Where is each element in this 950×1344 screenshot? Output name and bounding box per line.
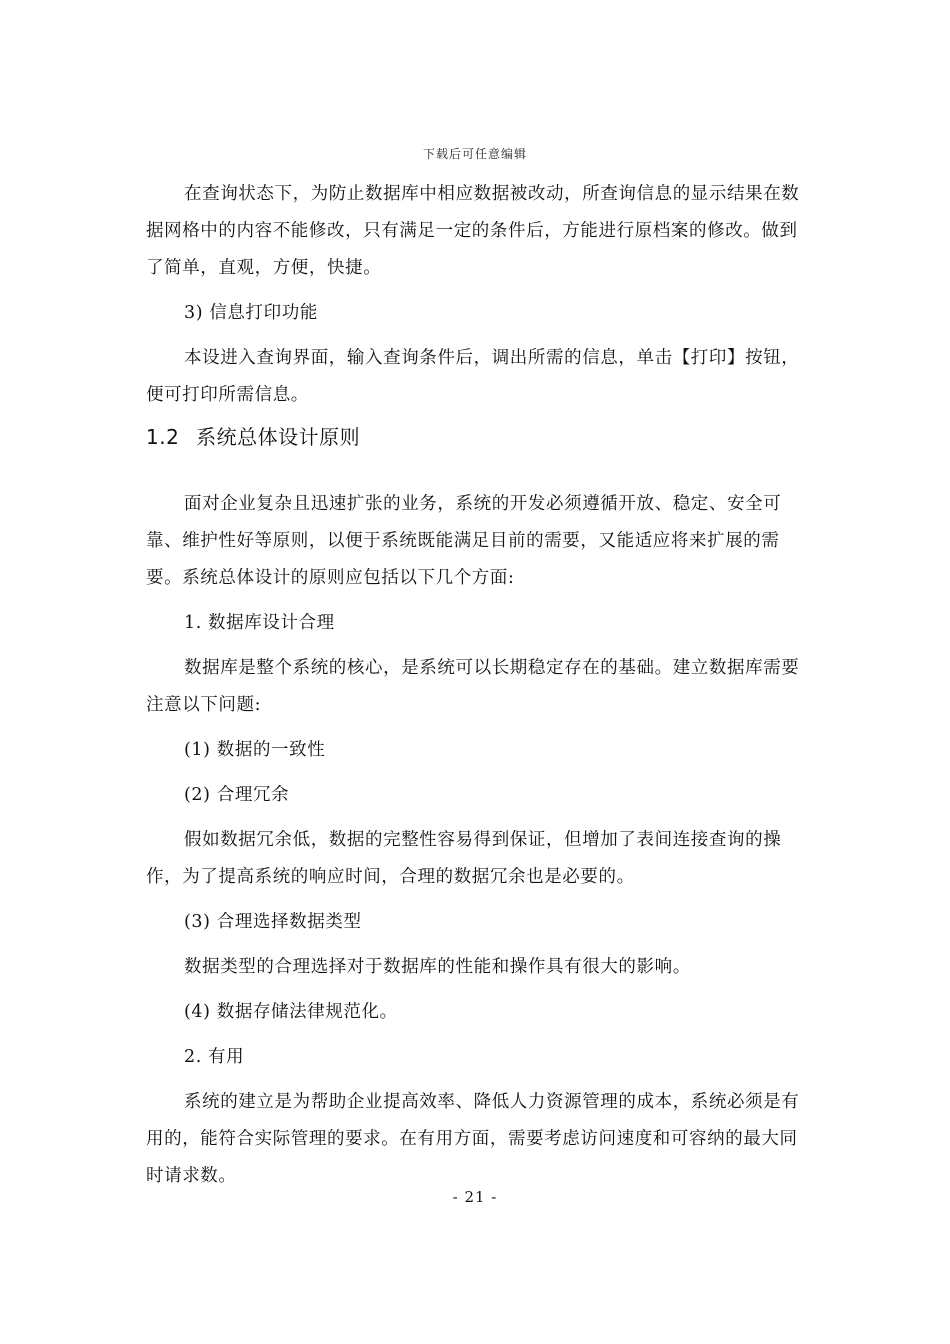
list-item-normalization: (4) 数据存储法律规范化。: [184, 1002, 398, 1022]
header-note: 下载后可任意编辑: [422, 147, 527, 161]
list-item-data-types: (3) 合理选择数据类型: [184, 912, 362, 932]
page-number: - 21 -: [452, 1188, 498, 1206]
section-title-text: 系统总体设计原则: [196, 425, 361, 449]
subheading-print-function: 3) 信息打印功能: [184, 303, 318, 323]
paragraph-query-state: 在查询状态下，为防止数据库中相应数据被改动，所查询信息的显示结果在数据网格中的内容不能修改，只有满足一定的条件后，方能进行原档案的修改。做到了简单，直观，方便，快捷。: [146, 184, 800, 278]
subheading-usefulness: 2. 有用: [184, 1047, 245, 1067]
paragraph-design-principles: 面对企业复杂且迅速扩张的业务，系统的开发必须遵循开放、稳定、安全可靠、维护性好等原则，以便于系统既能满足目前的需要，又能适应将来扩展的需要。系统总体设计的原则应包括以下几个方面:: [146, 494, 782, 588]
paragraph-database-core: 数据库是整个系统的核心，是系统可以长期稳定存在的基础。建立数据库需要注意以下问题:: [146, 658, 800, 715]
subheading-database-design: 1. 数据库设计合理: [184, 613, 335, 633]
document-body: [146, 176, 806, 1203]
paragraph-data-types: 数据类型的合理选择对于数据库的性能和操作具有很大的影响。: [184, 957, 691, 977]
list-item-consistency: (1) 数据的一致性: [184, 740, 326, 760]
paragraph-usefulness: 系统的建立是为帮助企业提高效率、降低人力资源管理的成本，系统必须是有用的，能符合实际管理的要求。在有用方面，需要考虑访问速度和可容纳的最大同时请求数。: [146, 1092, 800, 1186]
paragraph-print: 本设进入查询界面，输入查询条件后，调出所需的信息，单击【打印】按钮，便可打印所需信息。: [146, 348, 800, 405]
section-heading: [146, 422, 806, 452]
paragraph-redundancy: 假如数据冗余低，数据的完整性容易得到保证，但增加了表间连接查询的操作，为了提高系统的响应时间，合理的数据冗余也是必要的。: [146, 830, 782, 887]
list-item-redundancy: (2) 合理冗余: [184, 785, 290, 805]
section-number: 1.2: [146, 425, 180, 449]
